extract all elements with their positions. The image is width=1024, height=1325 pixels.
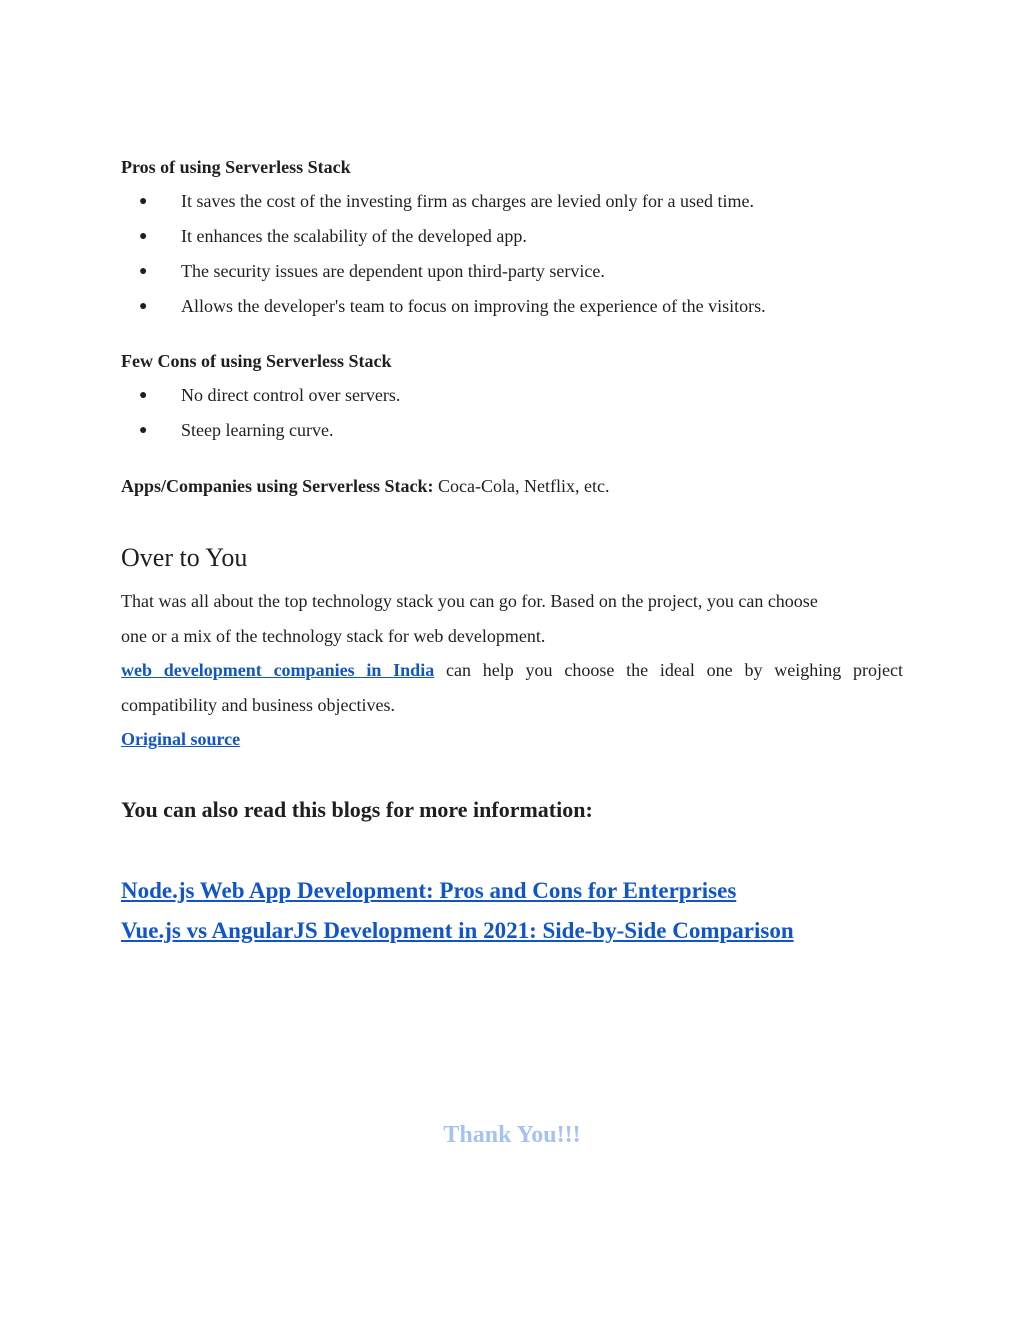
blogs-heading: You can also read this blogs for more information: bbox=[121, 797, 593, 822]
paragraph-line: compatibility and business objectives. bbox=[121, 694, 395, 715]
blog-links bbox=[121, 876, 794, 946]
blog-link-vue-angular[interactable]: Vue.js vs AngularJS Development in 2021: Side-by-Side Comparison bbox=[121, 918, 794, 943]
over-to-you-paragraph bbox=[121, 584, 903, 757]
blog-link-nodejs[interactable]: Node.js Web App Development: Pros and Cons for Enterprises bbox=[121, 878, 737, 903]
bullet-icon: ● bbox=[139, 229, 148, 244]
list-item: ● Steep learning curve. bbox=[121, 413, 400, 448]
pros-list bbox=[121, 184, 766, 324]
web-development-companies-link[interactable]: web development companies in India bbox=[121, 660, 435, 680]
cons-list bbox=[121, 378, 400, 448]
bullet-icon: ● bbox=[139, 423, 148, 438]
apps-line bbox=[121, 475, 609, 497]
paragraph-line: That was all about the top technology stack you can go for. Based on the project, you can choose bbox=[121, 591, 818, 611]
original-source-link[interactable]: Original source bbox=[121, 729, 241, 749]
bullet-icon: ● bbox=[139, 388, 148, 403]
apps-value: Coca-Cola, Netflix, etc. bbox=[433, 476, 610, 496]
list-item: ● It enhances the scalability of the developed app. bbox=[121, 219, 766, 254]
apps-label: Apps/Companies using Serverless Stack: bbox=[121, 476, 434, 496]
pros-heading: Pros of using Serverless Stack bbox=[121, 157, 351, 177]
list-item: ● No direct control over servers. bbox=[121, 378, 400, 413]
list-item: ● It saves the cost of the investing firm as charges are levied only for a used time. bbox=[121, 184, 766, 219]
paragraph-text: can help you choose the ideal one by weighing project bbox=[434, 660, 903, 680]
list-item: ● Allows the developer's team to focus on improving the experience of the visitors. bbox=[121, 289, 766, 324]
cons-heading: Few Cons of using Serverless Stack bbox=[121, 351, 392, 371]
list-item: ● The security issues are dependent upon third-party service. bbox=[121, 254, 766, 289]
paragraph-line-with-link bbox=[121, 653, 903, 688]
over-to-you-heading: Over to You bbox=[121, 543, 248, 572]
source-line bbox=[121, 722, 903, 757]
paragraph-line: one or a mix of the technology stack for web development. bbox=[121, 625, 546, 646]
bullet-icon: ● bbox=[139, 264, 148, 279]
bullet-icon: ● bbox=[139, 299, 148, 314]
bullet-icon: ● bbox=[139, 194, 148, 209]
thank-you-text: Thank You!!! bbox=[443, 1122, 581, 1148]
